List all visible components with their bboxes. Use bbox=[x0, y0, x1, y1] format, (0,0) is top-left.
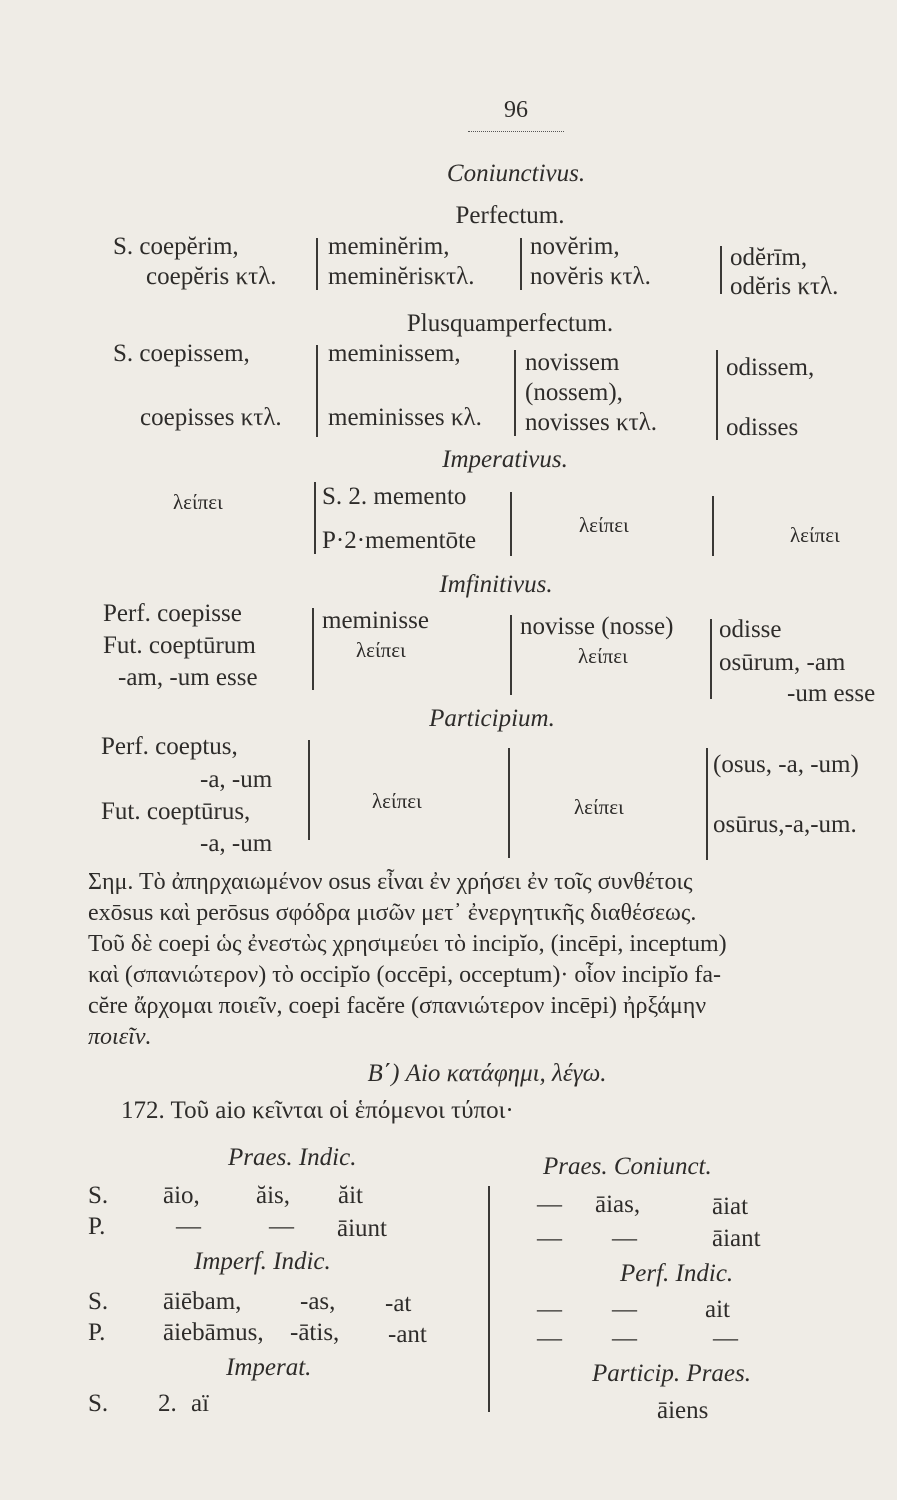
heading-imperativus: Imperativus. bbox=[442, 446, 568, 473]
imper-c3: λείπει bbox=[579, 513, 629, 537]
aio-p-3: āiunt bbox=[337, 1215, 387, 1242]
aio-s2-1: āiēbam, bbox=[163, 1288, 242, 1315]
heading-coniunctivus: Coniunctivus. bbox=[446, 160, 586, 187]
inf-c1-line3: -am, -um esse bbox=[118, 664, 258, 691]
perf-c2-line1: meminĕrim, bbox=[328, 233, 450, 260]
part-c4-line2: osūrus,-a,-um. bbox=[713, 811, 857, 838]
note-line-3: Τοῦ δὲ coepi ὡς ἐνεστὼς χρησιμεύει τὸ incipĭo, (incēpi, inceptum) bbox=[88, 931, 727, 957]
aio-s3-label: S. bbox=[88, 1390, 109, 1417]
aio-r2-2: — bbox=[612, 1225, 637, 1252]
aio-r2-3: āiant bbox=[712, 1225, 761, 1252]
imper-c2-line2: P·2·mementōte bbox=[322, 527, 477, 554]
perf-c1-line1: S. coepĕrim, bbox=[113, 233, 239, 260]
aio-r2-1: — bbox=[537, 1225, 562, 1252]
column-divider bbox=[720, 246, 722, 294]
column-divider bbox=[316, 345, 318, 437]
plusq-c3-line3: novisses κτλ. bbox=[525, 409, 657, 436]
part-c3: λείπει bbox=[574, 795, 624, 819]
aio-p2-1: āiebāmus, bbox=[163, 1319, 264, 1346]
inf-c2-line1: meminisse bbox=[322, 607, 429, 634]
aio-p-1: — bbox=[176, 1213, 201, 1240]
inf-c3-line2: λείπει bbox=[578, 644, 628, 668]
inf-c4-line1: odisse bbox=[719, 616, 782, 643]
inf-c4-line2: osūrum, -am bbox=[719, 649, 846, 676]
column-divider bbox=[488, 1186, 490, 1412]
perf-c3-line1: novĕrim, bbox=[530, 233, 620, 260]
perf-c3-line2: novĕris κτλ. bbox=[530, 263, 651, 290]
part-c1-line3: Fut. coeptūrus, bbox=[101, 798, 251, 825]
inf-c4-line3: -um esse bbox=[787, 680, 876, 707]
aio-r4-1: — bbox=[537, 1325, 562, 1352]
column-divider bbox=[710, 619, 712, 699]
heading-praes-coniunct: Praes. Coniunct. bbox=[543, 1153, 712, 1180]
header-rule bbox=[468, 131, 564, 132]
aio-r1-1: — bbox=[537, 1191, 562, 1218]
heading-perfectum: Perfectum. bbox=[455, 202, 565, 229]
plusq-c2-line2: meminisses κλ. bbox=[328, 404, 482, 431]
aio-s-3: ăit bbox=[338, 1182, 363, 1209]
aio-r3-1: — bbox=[537, 1296, 562, 1323]
plusq-c2-line1: meminissem, bbox=[328, 340, 461, 367]
column-divider bbox=[510, 492, 512, 556]
plusq-c1-line2: coepisses κτλ. bbox=[140, 404, 282, 431]
heading-imperf-indic: Imperf. Indic. bbox=[194, 1248, 331, 1275]
aio-s2-2: -as, bbox=[300, 1288, 336, 1315]
aio-s3-2: aï bbox=[191, 1390, 210, 1417]
inf-c1-line1: Perf. coepisse bbox=[103, 600, 242, 627]
column-divider bbox=[706, 748, 708, 860]
aio-r4-3: — bbox=[713, 1325, 738, 1352]
column-divider bbox=[314, 482, 316, 554]
plusq-c3-line2: (nossem), bbox=[525, 379, 623, 406]
aio-r5: āiens bbox=[657, 1397, 709, 1424]
note-line-1: Σημ. Τὸ ἀπηρχαιωμένον osus εἶναι ἐν χρήσει ἐν τοῖς συνθέτοις bbox=[88, 869, 693, 895]
part-c4-line1: (osus, -a, -um) bbox=[713, 751, 859, 778]
imper-c2-line1: S. 2. memento bbox=[322, 483, 467, 510]
column-divider bbox=[308, 740, 310, 840]
imper-c4: λείπει bbox=[790, 523, 840, 547]
inf-c3-line1: novisse (nosse) bbox=[520, 613, 674, 640]
note-line-2: exōsus καὶ perōsus σφόδρα μισῶν μετ᾽ ἐνεργητικῆς διαθέσεως. bbox=[88, 900, 697, 926]
column-divider bbox=[514, 350, 516, 436]
plusq-c4-line2: odisses bbox=[726, 414, 799, 441]
plusq-c3-line1: novissem bbox=[525, 349, 620, 376]
paragraph-172: 172. Τοῦ aio κεῖνται οἱ ἑπόμενοι τύποι· bbox=[121, 1097, 514, 1124]
aio-p-2: — bbox=[269, 1213, 294, 1240]
column-divider bbox=[508, 748, 510, 858]
aio-s-1: āio, bbox=[163, 1182, 200, 1209]
part-c1-line1: Perf. coeptus, bbox=[101, 733, 238, 760]
heading-imperat: Imperat. bbox=[226, 1354, 312, 1381]
heading-infinitivus: Imfinitivus. bbox=[439, 571, 553, 598]
column-divider bbox=[312, 608, 314, 690]
perf-c1-line2: coepĕris κτλ. bbox=[146, 263, 277, 290]
heading-praes-indic: Praes. Indic. bbox=[228, 1144, 357, 1171]
column-divider bbox=[520, 238, 522, 290]
aio-p2-label: P. bbox=[88, 1319, 106, 1346]
aio-s2-3: -at bbox=[385, 1290, 412, 1317]
note-line-5: cĕre ἄρχομαι ποιεῖν, coepi facĕre (σπανιώτερον incēpi) ἠρξάμην bbox=[88, 993, 707, 1019]
page-number: 96 bbox=[504, 97, 528, 123]
column-divider bbox=[510, 615, 512, 695]
part-c1-line2: -a, -um bbox=[200, 766, 273, 793]
column-divider bbox=[716, 350, 718, 440]
perf-c4-line2: odĕris κτλ. bbox=[730, 273, 839, 300]
perf-c4-line1: odĕrīm, bbox=[730, 244, 808, 271]
heading-plusquamperfectum: Plusquamperfectum. bbox=[406, 310, 614, 337]
part-c1-line4: -a, -um bbox=[200, 830, 273, 857]
aio-r3-3: ait bbox=[705, 1296, 730, 1323]
aio-r1-2: āias, bbox=[595, 1191, 641, 1218]
aio-s-label: S. bbox=[88, 1182, 109, 1209]
heading-section-b: Β΄) Aio κατάφημι, λέγω. bbox=[367, 1060, 607, 1087]
imper-c1: λείπει bbox=[173, 490, 223, 514]
aio-p2-3: -ant bbox=[388, 1321, 427, 1348]
aio-s2-label: S. bbox=[88, 1288, 109, 1315]
aio-p2-2: -ātis, bbox=[290, 1319, 340, 1346]
heading-perf-indic: Perf. Indic. bbox=[620, 1260, 734, 1287]
aio-s-2: ăis, bbox=[256, 1182, 291, 1209]
inf-c1-line2: Fut. coeptūrum bbox=[103, 632, 256, 659]
aio-r1-3: āiat bbox=[712, 1193, 749, 1220]
heading-particip-praes: Particip. Praes. bbox=[592, 1360, 752, 1387]
aio-p-label: P. bbox=[88, 1213, 106, 1240]
heading-participium: Participium. bbox=[429, 705, 555, 732]
column-divider bbox=[316, 238, 318, 290]
plusq-c4-line1: odissem, bbox=[726, 354, 815, 381]
aio-r4-2: — bbox=[612, 1325, 637, 1352]
aio-s3-1: 2. bbox=[158, 1390, 177, 1417]
inf-c2-line2: λείπει bbox=[356, 638, 406, 662]
perf-c2-line2: meminĕrisκτλ. bbox=[328, 263, 475, 290]
note-line-4: καὶ (σπανιώτερον) τὸ occipĭo (occēpi, occeptum)· οἷον incipĭo fa- bbox=[88, 962, 721, 988]
plusq-c1-line1: S. coepissem, bbox=[113, 340, 250, 367]
part-c2: λείπει bbox=[372, 789, 422, 813]
column-divider bbox=[712, 496, 714, 556]
aio-r3-2: — bbox=[612, 1296, 637, 1323]
note-line-6: ποιεῖν. bbox=[88, 1024, 152, 1050]
